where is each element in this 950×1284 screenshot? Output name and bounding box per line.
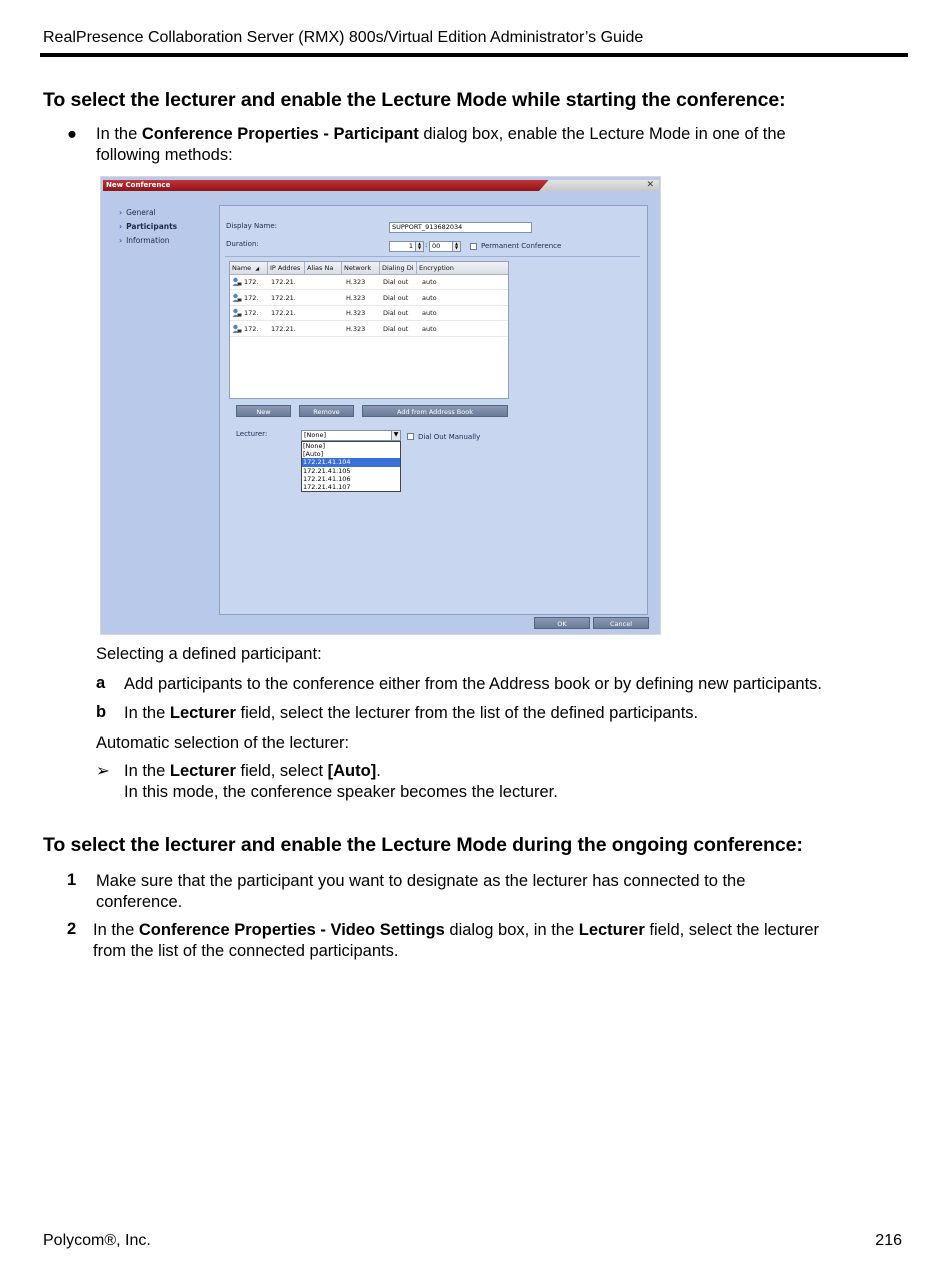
- bullet-text: [96, 124, 896, 166]
- table-cell: Dial out: [383, 324, 409, 333]
- auto-step-bold2: [Auto]: [327, 762, 377, 780]
- step-2-line2: from the list of the connected participants.: [93, 942, 399, 960]
- table-cell: H.323: [346, 324, 366, 333]
- bullet-marker: ●: [67, 125, 77, 143]
- lecturer-option[interactable]: [Auto]: [303, 450, 324, 459]
- step-2-mid: dialog box, in the: [444, 921, 579, 939]
- lecturer-option[interactable]: 172.21.41.105: [303, 466, 351, 475]
- col-ip-address[interactable]: IP Addres: [268, 262, 305, 275]
- col-alias-name[interactable]: Alias Na: [305, 262, 342, 275]
- table-cell: 172.: [244, 324, 259, 333]
- bullet-text-pre: In the: [96, 125, 142, 143]
- duration-hours-value: 1: [408, 242, 413, 250]
- col-encryption[interactable]: Encryption: [419, 264, 454, 272]
- participant-icon: [232, 324, 242, 334]
- permanent-conference-label: Permanent Conference: [481, 242, 562, 250]
- panel-separator: [225, 256, 640, 257]
- table-cell: H.323: [346, 278, 366, 286]
- table-cell: H.323: [346, 293, 366, 302]
- participant-icon: [232, 308, 242, 318]
- auto-selection-intro: Automatic selection of the lecturer:: [96, 734, 350, 752]
- table-row[interactable]: [230, 322, 508, 337]
- dial-out-manually-label: Dial Out Manually: [418, 433, 481, 441]
- step-2-text: [93, 920, 819, 962]
- table-header: [230, 262, 508, 275]
- table-cell: 172.21.: [271, 309, 296, 317]
- bullet-text-post: dialog box, enable the Lecture Mode in one of the: [418, 125, 786, 143]
- dial-out-manually-checkbox[interactable]: [407, 433, 414, 440]
- participant-icon: [232, 293, 242, 303]
- lecturer-select[interactable]: [301, 430, 401, 441]
- participants-table: [229, 261, 509, 399]
- new-participant-button[interactable]: New: [236, 405, 291, 417]
- nav-item-general[interactable]: [119, 208, 156, 217]
- auto-step-text: [124, 761, 558, 803]
- col-name[interactable]: [230, 262, 268, 275]
- table-cell: 172.21.: [271, 293, 296, 302]
- close-icon[interactable]: ✕: [646, 180, 654, 190]
- table-cell: 172.21.: [271, 278, 296, 286]
- section-heading-start: To select the lecturer and enable the Lecture Mode while starting the conference:: [43, 89, 786, 111]
- step-1-text: [96, 871, 745, 913]
- spinner-arrows-icon[interactable]: ▲ ▼: [452, 242, 460, 251]
- table-cell: Dial out: [383, 309, 409, 317]
- step-2-marker: 2: [67, 920, 77, 938]
- lecturer-option[interactable]: 172.21.41.107: [303, 482, 351, 491]
- step-2-post: field, select the lecturer: [644, 921, 820, 939]
- step-1-marker: 1: [67, 871, 77, 889]
- sort-arrow-icon: ◢: [255, 266, 260, 272]
- step-b-text: [124, 703, 698, 724]
- step-b-post: field, select the lecturer from the list of the defined participants.: [235, 704, 699, 722]
- titlebar-wedge: [539, 180, 659, 191]
- table-cell: auto: [422, 309, 437, 317]
- nav-item-participants[interactable]: [119, 222, 177, 231]
- nav-item-label: Information: [126, 236, 170, 245]
- duration-separator: :: [425, 241, 428, 249]
- step-2-bold2: Lecturer: [578, 921, 645, 939]
- display-name-input[interactable]: SUPPORT_913682034: [389, 222, 532, 233]
- table-cell: Dial out: [383, 278, 409, 286]
- table-cell: 172.: [244, 278, 259, 286]
- chevron-right-icon: ›: [119, 236, 123, 245]
- table-row[interactable]: [230, 306, 508, 321]
- auto-step-mid: field, select: [235, 762, 328, 780]
- display-name-label: Display Name:: [226, 222, 278, 230]
- header-rule: [40, 53, 908, 57]
- chevron-right-icon: ›: [119, 208, 123, 217]
- duration-minutes-value: 00: [432, 242, 441, 250]
- step-b-marker: b: [96, 703, 107, 721]
- lecturer-label: Lecturer:: [236, 430, 268, 438]
- table-cell: Dial out: [383, 293, 409, 302]
- step-1-line2: conference.: [96, 893, 183, 911]
- step-a-marker: a: [96, 674, 106, 692]
- table-cell: 172.: [244, 309, 259, 317]
- duration-label: Duration:: [226, 240, 259, 248]
- duration-minutes-stepper[interactable]: [429, 241, 461, 252]
- table-row[interactable]: [230, 291, 508, 306]
- auto-step-line2: In this mode, the conference speaker becomes the lecturer.: [124, 783, 558, 801]
- table-cell: auto: [422, 324, 437, 333]
- step-a-text: Add participants to the conference either from the Address book or by defining new participants.: [124, 675, 822, 693]
- remove-participant-button[interactable]: Remove: [299, 405, 354, 417]
- auto-step-bold: Lecturer: [169, 762, 236, 780]
- permanent-conference-checkbox[interactable]: [470, 243, 477, 250]
- cancel-button[interactable]: Cancel: [593, 617, 649, 629]
- lecturer-option[interactable]: 172.21.41.104: [302, 458, 400, 466]
- chevron-right-icon: ›: [119, 222, 123, 231]
- table-cell: 172.21.: [271, 324, 296, 333]
- step-b-pre: In the: [124, 704, 170, 722]
- lecturer-option[interactable]: [None]: [303, 442, 326, 450]
- auto-step-pre: In the: [124, 762, 170, 780]
- defined-participant-intro: Selecting a defined participant:: [96, 645, 322, 663]
- table-cell: 172.: [244, 293, 259, 302]
- step-1-line1: Make sure that the participant you want to designate as the lecturer has connected to the: [96, 872, 746, 890]
- dialog-title: New Conference: [106, 181, 171, 189]
- table-cell: auto: [422, 293, 437, 302]
- col-network[interactable]: Network: [342, 262, 380, 275]
- table-cell: H.323: [346, 309, 366, 317]
- chevron-down-icon[interactable]: ▼: [391, 431, 400, 440]
- nav-item-information[interactable]: [119, 236, 170, 245]
- bullet-text-bold: Conference Properties - Participant: [141, 125, 419, 143]
- new-conference-dialog: [100, 176, 661, 635]
- arrow-bullet-icon: ➢: [96, 762, 110, 780]
- lecturer-select-value: [None]: [304, 431, 327, 439]
- auto-step-end: .: [376, 762, 381, 780]
- bullet-text-line2: following methods:: [96, 146, 233, 164]
- participant-icon: [232, 277, 242, 287]
- table-cell: auto: [422, 278, 437, 286]
- running-header: RealPresence Collaboration Server (RMX) 800s/Virtual Edition Administrator’s Guide: [43, 29, 644, 46]
- step-2-pre: In the: [93, 921, 139, 939]
- nav-item-label: General: [126, 208, 156, 217]
- col-dialing-direction[interactable]: Dialing Di: [380, 262, 417, 275]
- footer-page-number: 216: [875, 1232, 902, 1249]
- dialog-titlebar: [103, 180, 659, 191]
- spinner-arrows-icon[interactable]: ▲ ▼: [415, 242, 423, 251]
- table-row[interactable]: [230, 275, 508, 290]
- nav-item-label: Participants: [126, 222, 178, 231]
- lecturer-option[interactable]: 172.21.41.106: [303, 474, 351, 483]
- column-header-label: Name: [232, 264, 252, 272]
- footer-company: Polycom®, Inc.: [43, 1232, 151, 1249]
- step-b-bold: Lecturer: [169, 704, 236, 722]
- duration-hours-stepper[interactable]: [389, 241, 424, 252]
- ok-button[interactable]: OK: [534, 617, 590, 629]
- section-heading-ongoing: To select the lecturer and enable the Lecture Mode during the ongoing conference:: [43, 834, 803, 856]
- lecturer-dropdown-list: [301, 441, 401, 492]
- add-from-address-book-button[interactable]: Add from Address Book: [362, 405, 508, 417]
- step-2-bold: Conference Properties - Video Settings: [138, 921, 445, 939]
